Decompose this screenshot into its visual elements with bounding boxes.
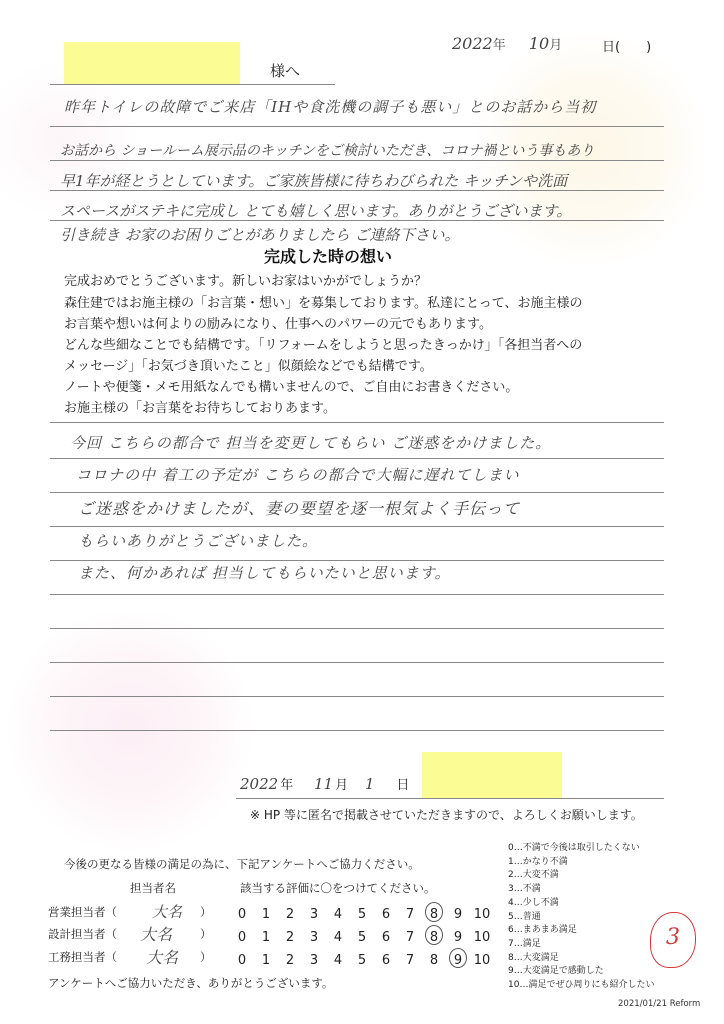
legend-item: 2…大変不満 bbox=[508, 870, 559, 881]
header-month-suffix: 月 bbox=[549, 38, 563, 53]
survey-thanks: アンケートへご協力いただき、ありがとうございます。 bbox=[48, 976, 334, 990]
signature-year: 2022 bbox=[240, 775, 279, 793]
ruled-line bbox=[50, 160, 664, 161]
header-day: 日( ) bbox=[602, 40, 652, 55]
ruled-line bbox=[50, 594, 664, 595]
handwritten-message-line: コロナの中 着工の予定が こちらの都合で大幅に遅れてしまい bbox=[76, 466, 520, 484]
signature-year-suffix: 年 bbox=[280, 778, 294, 793]
handwritten-message-line: もらいありがとうございました。 bbox=[78, 532, 319, 550]
recipient-underline bbox=[50, 84, 335, 85]
handwritten-top-line: お話から ショールーム展示品のキッチンをご検討いただき、コロナ禍という事もあり bbox=[60, 143, 595, 159]
signature-month-suffix: 月 bbox=[335, 778, 349, 793]
handwritten-top-line: 早1年が経とうとしています。ご家族皆様に待ちわびられた キッチンや洗面 bbox=[60, 172, 568, 190]
handwritten-message-line: 今回 こちらの都合で 担当を変更してもらい ご迷惑をかけました。 bbox=[70, 434, 552, 452]
signature-name-redaction bbox=[422, 752, 562, 798]
rating-option[interactable]: 9 bbox=[453, 907, 463, 922]
header-year: 2022 bbox=[452, 34, 493, 53]
legend-item: 9…大変満足で感動した bbox=[508, 966, 604, 977]
rating-option[interactable]: 2 bbox=[285, 953, 295, 968]
legend-item: 7…満足 bbox=[508, 938, 541, 949]
survey-row-close: ） bbox=[200, 905, 212, 919]
rating-option[interactable]: 2 bbox=[285, 907, 295, 922]
rating-option[interactable]: 6 bbox=[381, 907, 391, 922]
header-month: 10 bbox=[528, 34, 550, 53]
selected-rating-circle bbox=[449, 948, 467, 968]
intro-line: どんな些細なことでも結構です。「リフォームをしようと思ったきっかけ」「各担当者への bbox=[64, 338, 583, 353]
survey-row-close: ） bbox=[200, 950, 212, 964]
rating-legend bbox=[508, 842, 654, 993]
handwritten-top-line: スペースがステキに完成し とても嬉しく思います。ありがとうございます。 bbox=[60, 202, 572, 220]
intro-line: メッセージ」「お気づき頂いたこと」似顔絵などでも結構です。 bbox=[64, 359, 433, 374]
rating-option[interactable]: 5 bbox=[357, 930, 367, 945]
rating-option[interactable]: 4 bbox=[333, 907, 343, 922]
intro-line: お施主様の「お言葉をお待ちしておりあます。 bbox=[64, 401, 336, 416]
signature-date bbox=[240, 774, 409, 793]
legend-item: 5…普通 bbox=[508, 911, 541, 922]
intro-line: お言葉や想いは何よりの励みになり、仕事へのパワーの元でもあります。 bbox=[64, 317, 492, 332]
signature-day-suffix: 日 bbox=[396, 778, 410, 793]
signature-day: 1 bbox=[364, 775, 375, 793]
rating-option[interactable]: 6 bbox=[381, 930, 391, 945]
survey-row-label: 設計担当者（ bbox=[48, 927, 117, 941]
ruled-line bbox=[50, 492, 664, 493]
legend-item: 8…大変満足 bbox=[508, 952, 559, 963]
handwritten-message-line: ご迷惑をかけましたが、妻の要望を逐一根気よく手伝って bbox=[78, 499, 521, 518]
rating-option[interactable]: 1 bbox=[261, 907, 271, 922]
rating-option[interactable]: 5 bbox=[357, 953, 367, 968]
legend-item: 1…かなり不満 bbox=[508, 856, 568, 867]
red-stamp bbox=[650, 912, 696, 968]
header-date bbox=[452, 34, 562, 53]
ruled-line bbox=[50, 526, 664, 527]
anonymity-notice: ※ HP 等に匿名で掲載させていただきますので、よろしくお願いします。 bbox=[250, 808, 643, 822]
intro-line: 森住建ではお施主様の「お言葉・想い」を募集しております。私達にとって、お施主様の bbox=[64, 296, 583, 311]
intro-line: 完成おめでとうございます。新しいお家はいかがでしょうか？ bbox=[64, 274, 427, 289]
rating-option[interactable]: 6 bbox=[381, 953, 391, 968]
rating-option[interactable]: 5 bbox=[357, 907, 367, 922]
survey-rating-header: 該当する評価に〇をつけてください。 bbox=[240, 881, 436, 895]
survey-row-name: 大名 bbox=[152, 903, 183, 921]
ruled-line bbox=[50, 696, 664, 697]
rating-option[interactable]: 1 bbox=[261, 953, 271, 968]
handwritten-top-line: 引き続き お家のお困りごとがありましたら ご連絡下さい。 bbox=[60, 226, 460, 244]
rating-option[interactable]: 0 bbox=[237, 953, 247, 968]
handwritten-message-line: また、何かあれば 担当してもらいたいと思います。 bbox=[78, 564, 451, 582]
rating-scale-sales[interactable] bbox=[230, 903, 494, 922]
survey-row-name: 大名 bbox=[140, 925, 173, 944]
legend-item: 6…まあまあ満足 bbox=[508, 925, 577, 936]
selected-rating-circle bbox=[425, 925, 443, 945]
rating-option[interactable]: 3 bbox=[309, 953, 319, 968]
rating-option[interactable]: 1 bbox=[261, 930, 271, 945]
ruled-line bbox=[50, 730, 664, 731]
survey-row-name: 大名 bbox=[146, 948, 179, 967]
survey-row-label: 工務担当者（ bbox=[48, 950, 117, 964]
rating-option[interactable]: 10 bbox=[473, 930, 491, 945]
survey-name-header: 担当者名 bbox=[130, 881, 176, 895]
ruled-line bbox=[50, 662, 664, 663]
red-stamp-mark: 3 bbox=[666, 925, 680, 950]
ruled-line bbox=[50, 560, 664, 561]
footer-version: 2021/01/21 Reform bbox=[618, 999, 701, 1009]
ruled-line bbox=[50, 458, 664, 459]
legend-item: 4…少し不満 bbox=[508, 897, 559, 908]
legend-item: 10…満足でぜひ周りにも紹介したい bbox=[508, 980, 655, 991]
rating-option[interactable]: 7 bbox=[405, 930, 415, 945]
rating-option[interactable]: 9 bbox=[453, 930, 463, 945]
survey-intro: 今後の更なる皆様の満足の為に、下記アンケートへご協力ください。 bbox=[64, 857, 420, 871]
selected-rating-circle bbox=[425, 902, 443, 922]
handwritten-top-line: 昨年トイレの故障でご来店「IHや食洗機の調子も悪い」とのお話から当初 bbox=[64, 98, 597, 116]
rating-option[interactable]: 7 bbox=[405, 953, 415, 968]
rating-option[interactable]: 8 bbox=[429, 953, 439, 968]
rating-option[interactable]: 10 bbox=[473, 907, 491, 922]
rating-option[interactable]: 8 bbox=[429, 907, 439, 922]
rating-option[interactable]: 4 bbox=[333, 930, 343, 945]
recipient-name-redaction bbox=[64, 42, 240, 84]
rating-option[interactable]: 3 bbox=[309, 930, 319, 945]
rating-option[interactable]: 0 bbox=[237, 907, 247, 922]
rating-option[interactable]: 7 bbox=[405, 907, 415, 922]
header-year-suffix: 年 bbox=[492, 38, 506, 53]
ruled-line bbox=[50, 190, 664, 191]
ruled-line bbox=[50, 126, 664, 127]
rating-option[interactable]: 8 bbox=[429, 930, 439, 945]
legend-item: 0…不満で今後は取引したくない bbox=[508, 843, 640, 853]
intro-line: ノートや便箋・メモ用紙なんでも構いませんので、ご自由にお書きください。 bbox=[64, 380, 519, 395]
survey-row-close: ） bbox=[200, 927, 212, 941]
survey-row-label: 営業担当者（ bbox=[48, 905, 117, 919]
rating-option[interactable]: 3 bbox=[309, 907, 319, 922]
signature-underline bbox=[236, 798, 664, 799]
rating-option[interactable]: 4 bbox=[333, 953, 343, 968]
rating-option[interactable]: 9 bbox=[453, 953, 463, 968]
recipient-suffix: 様へ bbox=[270, 62, 301, 80]
rating-option[interactable]: 0 bbox=[237, 930, 247, 945]
rating-option[interactable]: 2 bbox=[285, 930, 295, 945]
ruled-line bbox=[50, 628, 664, 629]
section-title: 完成した時の想い bbox=[264, 247, 393, 266]
legend-item: 3…不満 bbox=[508, 884, 541, 895]
signature-month: 11 bbox=[313, 775, 334, 793]
rating-option[interactable]: 10 bbox=[473, 953, 491, 968]
ruled-line bbox=[50, 220, 664, 221]
rating-scale-design[interactable] bbox=[230, 926, 494, 945]
ruled-line bbox=[50, 422, 664, 423]
